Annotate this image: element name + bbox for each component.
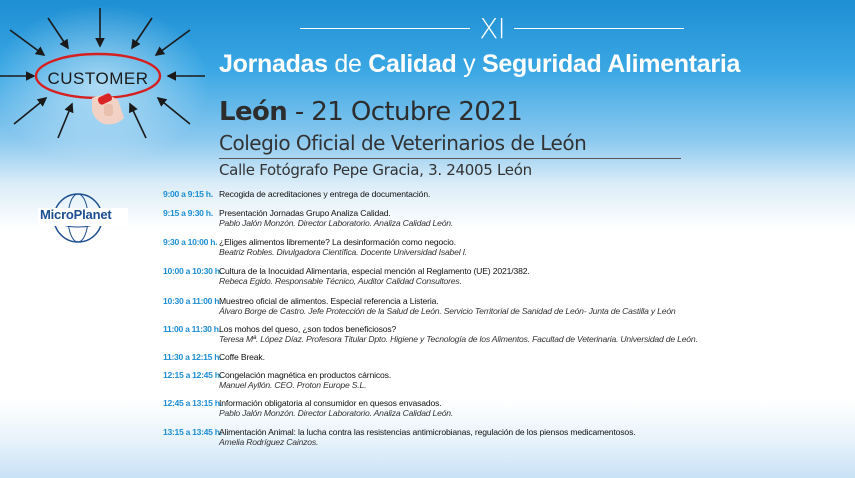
title-part: Seguridad Alimentaria <box>481 50 741 78</box>
agenda-time: 9:30 a 10:00 h. <box>163 237 218 247</box>
agenda-topic: Información obligatoria al consumidor en quesos envasados. <box>219 398 442 408</box>
agenda-time: 12:15 a 12:45 h. <box>163 370 222 380</box>
agenda-topic: Muestreo oficial de alimentos. Especial referencia a Listeria. <box>219 296 439 306</box>
agenda-speaker: Teresa Mª. López Díaz. Profesora Titular Dpto. Higiene y Tecnología de los Alimentos. Facultad de Veterinaria. Universidad de León. <box>219 334 698 344</box>
title-part: Jornadas <box>219 50 328 78</box>
agenda-time: 11:30 a 12:15 h. <box>163 352 222 362</box>
agenda-speaker: Amelia Rodríguez Cainzos. <box>219 437 319 447</box>
agenda-speaker: Manuel Ayllón. CEO. Proton Europe S.L. <box>219 380 367 390</box>
agenda-topic: Presentación Jornadas Grupo Analiza Calidad. <box>219 208 391 218</box>
agenda-topic: Coffe Break. <box>219 352 265 362</box>
edition-number: XI <box>479 12 505 45</box>
agenda-topic: Los mohos del queso, ¿son todos beneficiosos? <box>219 324 397 334</box>
agenda-topic: Congelación magnética en productos cárnicos. <box>219 370 392 380</box>
agenda-topic: Cultura de la Inocuidad Alimentaria, especial mención al Reglamento (UE) 2021/382. <box>219 266 530 276</box>
logo-name: MicroPlanet <box>40 207 112 222</box>
agenda-time: 12:45 a 13:15 h. <box>163 398 222 408</box>
title-part: Calidad <box>368 50 457 78</box>
agenda-topic: Alimentación Animal: la lucha contra las resistencias antimicrobianas, regulación de los piensos medicamentosos. <box>219 427 636 437</box>
agenda-time: 11:00 a 11:30 h. <box>163 324 221 334</box>
title-part: de <box>327 50 369 78</box>
agenda-speaker: Pablo Jalón Monzón. Director Laboratorio. Analiza Calidad León. <box>219 408 454 418</box>
agenda-speaker: Beatriz Robles. Divulgadora Científica. Docente Universidad Isabel I. <box>219 247 467 257</box>
agenda-topic: Recogida de acreditaciones y entrega de documentación. <box>219 189 431 199</box>
agenda-speaker: Álvaro Borge de Castro. Jefe Protección de la Salud de León. Servicio Territorial de Sanidad de León- Junta de Castilla y León <box>219 306 676 316</box>
address: Calle Fotógrafo Pepe Gracia, 3. 24005 León <box>219 161 532 179</box>
agenda-time: 13:15 a 13:45 h. <box>163 427 222 437</box>
title-part: y <box>456 50 482 78</box>
agenda-time: 9:15 a 9:30 h. <box>163 208 213 218</box>
badge-label: CUSTOMER <box>47 69 149 88</box>
agenda-time: 9:00 a 9:15 h. <box>163 189 213 199</box>
date: - 21 Octubre 2021 <box>287 97 523 127</box>
city: León <box>219 97 288 127</box>
agenda-topic: ¿Eliges alimentos libremente? La desinformación como negocio. <box>219 237 456 247</box>
agenda-time: 10:30 a 11:00 h. <box>163 296 222 306</box>
venue: Colegio Oficial de Veterinarios de León <box>219 131 587 155</box>
agenda-time: 10:00 a 10:30 h. <box>163 266 222 276</box>
agenda-speaker: Pablo Jalón Monzón. Director Laboratorio. Analiza Calidad León. <box>219 218 454 228</box>
agenda-speaker: Rebeca Egido. Responsable Técnico, Auditor Calidad Consultores. <box>219 276 462 286</box>
